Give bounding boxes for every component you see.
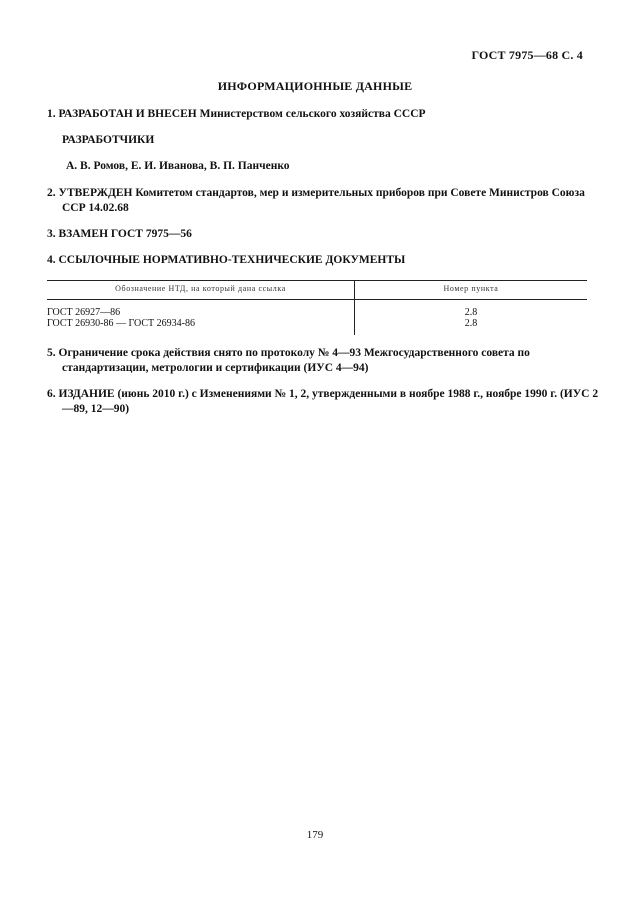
item-2: [47, 186, 602, 216]
item-1-heading: РАЗРАБОТАН И ВНЕСЕН: [58, 108, 197, 120]
table-header-document: Обозначение НТД, на который дана ссылка: [115, 284, 286, 293]
item-2-number: 2.: [47, 187, 56, 199]
item-4-text: ССЫЛОЧНЫЕ НОРМАТИВНО-ТЕХНИЧЕСКИЕ ДОКУМЕНТЫ: [58, 254, 406, 266]
page-number: 179: [306, 829, 324, 841]
standard-reference: ГОСТ 7975—68 С. 4: [471, 48, 583, 62]
table-header-rule: [47, 299, 587, 300]
developers-list: А. В. Ромов, Е. И. Иванова, В. П. Панченко: [66, 160, 290, 172]
item-3-number: 3.: [47, 228, 56, 240]
developers-heading: РАЗРАБОТЧИКИ: [62, 134, 155, 146]
item-1-text: Министерством сельского хозяйства СССР: [199, 108, 426, 120]
item-6: [47, 387, 602, 417]
item-5: [47, 346, 602, 376]
table-row-clause: 2.8: [464, 307, 478, 318]
item-2-heading: УТВЕРЖДЕН: [58, 187, 133, 199]
table-row: ГОСТ 26930-86 — ГОСТ 26934-86: [47, 318, 195, 329]
item-5-number: 5.: [47, 347, 56, 359]
table-header-clause: Номер пункта: [443, 284, 499, 293]
item-6-text: ИЗДАНИЕ (июнь 2010 г.) с Изменениями № 1, 2, утвержденными в ноябре 1988 г., ноябре 1990 г. (ИУС 2—89, 12—90): [58, 388, 599, 415]
table-top-rule: [47, 280, 587, 281]
item-6-number: 6.: [47, 388, 56, 400]
table-row-clause: 2.8: [464, 318, 478, 329]
item-4: [47, 253, 587, 268]
item-1: [47, 107, 587, 122]
item-3: [47, 227, 587, 242]
item-4-number: 4.: [47, 254, 56, 266]
reference-table: [47, 280, 587, 340]
item-2-text: Комитетом стандартов, мер и измерительных приборов при Совете Министров Союза ССР 14.02.68: [62, 187, 585, 214]
item-3-text: ВЗАМЕН ГОСТ 7975—56: [58, 228, 192, 240]
item-1-number: 1.: [47, 108, 56, 120]
table-row: ГОСТ 26927—86: [47, 307, 121, 318]
document-title: ИНФОРМАЦИОННЫЕ ДАННЫЕ: [217, 79, 413, 93]
item-5-text: Ограничение срока действия снято по протоколу № 4—93 Межгосударственного совета по стандартизации, метрологии и сертификации (ИУС 4—94): [58, 347, 530, 374]
